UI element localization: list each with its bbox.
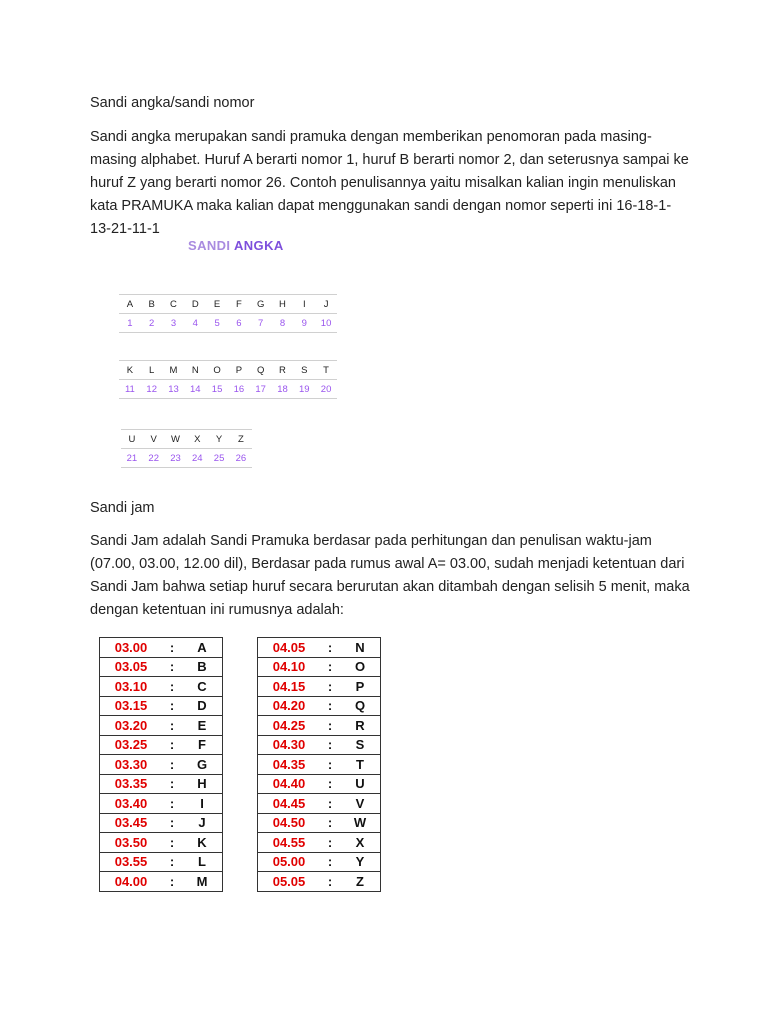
grid-letter-cell: O [206,361,228,380]
jam-row [258,696,381,716]
jam-row [100,833,223,853]
heading-sandi-jam: Sandi jam [90,500,155,516]
numbers-row [119,314,337,333]
grid-number-cell: 19 [293,380,315,399]
jam-time-cell: 03.30 [100,755,163,775]
jam-time-cell: 04.15 [258,677,321,697]
grid-number-cell: 8 [272,314,294,333]
jam-letter-cell: O [340,657,381,677]
grid-letter-cell: Q [250,361,272,380]
grid-number-cell: 5 [206,314,228,333]
jam-letter-cell: H [182,774,223,794]
grid-letter-cell: Z [230,430,252,449]
jam-row [100,852,223,872]
jam-separator-cell: : [320,638,340,658]
grid-number-cell: 9 [293,314,315,333]
grid-letter-cell: F [228,295,250,314]
jam-separator-cell: : [162,852,182,872]
jam-separator-cell: : [320,657,340,677]
jam-letter-cell: E [182,716,223,736]
jam-row [258,755,381,775]
title-word-sandi: SANDI [188,238,231,253]
jam-letter-cell: S [340,735,381,755]
jam-time-cell: 03.20 [100,716,163,736]
jam-separator-cell: : [162,794,182,814]
jam-separator-cell: : [320,716,340,736]
jam-separator-cell: : [162,833,182,853]
grid-number-cell: 4 [184,314,206,333]
grid-number-cell: 6 [228,314,250,333]
jam-time-cell: 03.50 [100,833,163,853]
grid-number-cell: 20 [315,380,337,399]
jam-time-cell: 04.45 [258,794,321,814]
grid-letter-cell: R [272,361,294,380]
grid-number-cell: 1 [119,314,141,333]
jam-row [258,677,381,697]
jam-separator-cell: : [320,696,340,716]
jam-separator-cell: : [162,735,182,755]
grid-letter-cell: K [119,361,141,380]
jam-time-cell: 03.00 [100,638,163,658]
sandi-angka-grid-row1 [119,294,337,333]
jam-row [258,872,381,892]
grid-number-cell: 14 [184,380,206,399]
sandi-angka-title [188,238,284,253]
grid-letter-cell: H [272,295,294,314]
jam-letter-cell: Z [340,872,381,892]
jam-time-cell: 03.45 [100,813,163,833]
grid-letter-cell: Y [208,430,230,449]
jam-separator-cell: : [162,716,182,736]
jam-row [100,813,223,833]
grid-letter-cell: A [119,295,141,314]
jam-letter-cell: R [340,716,381,736]
jam-row [100,774,223,794]
jam-row [100,872,223,892]
numbers-row [119,380,337,399]
jam-time-cell: 03.55 [100,852,163,872]
jam-time-cell: 04.50 [258,813,321,833]
grid-letter-cell: P [228,361,250,380]
jam-separator-cell: : [320,794,340,814]
jam-time-cell: 04.10 [258,657,321,677]
jam-time-cell: 05.00 [258,852,321,872]
jam-letter-cell: F [182,735,223,755]
jam-row [258,794,381,814]
jam-letter-cell: T [340,755,381,775]
jam-separator-cell: : [320,833,340,853]
letters-row [121,430,252,449]
jam-letter-cell: Q [340,696,381,716]
paragraph-sandi-angka: Sandi angka merupakan sandi pramuka dengan memberikan penomoran pada masing-masing alphabet. Huruf A berarti nomor 1, huruf B berarti nomor 2, dan seterusnya sampai ke huruf Z yang berarti nomor 26. Contoh penulisannya yaitu misalkan kalian ingin menuliskan kata PRAMUKA maka kalian dapat menggunakan sandi dengan nomor seperti ini 16-18-1-13-21-11-1 [90,129,689,237]
jam-time-cell: 04.25 [258,716,321,736]
grid-number-cell: 10 [315,314,337,333]
numbers-row [121,449,252,468]
grid-number-cell: 12 [141,380,163,399]
jam-row [100,677,223,697]
jam-row [100,755,223,775]
jam-time-cell: 04.00 [100,872,163,892]
grid-letter-cell: X [186,430,208,449]
letters-row [119,295,337,314]
jam-letter-cell: L [182,852,223,872]
jam-separator-cell: : [162,696,182,716]
jam-letter-cell: K [182,833,223,853]
grid-letter-cell: G [250,295,272,314]
jam-letter-cell: N [340,638,381,658]
jam-row [258,774,381,794]
jam-separator-cell: : [162,872,182,892]
jam-row [100,716,223,736]
jam-row [100,735,223,755]
grid-number-cell: 11 [119,380,141,399]
grid-number-cell: 16 [228,380,250,399]
jam-separator-cell: : [320,774,340,794]
grid-number-cell: 15 [206,380,228,399]
jam-separator-cell: : [320,677,340,697]
jam-time-cell: 03.15 [100,696,163,716]
grid-letter-cell: E [206,295,228,314]
grid-letter-cell: S [293,361,315,380]
sandi-angka-grid-row2 [119,360,337,399]
grid-number-cell: 22 [143,449,165,468]
jam-time-cell: 04.35 [258,755,321,775]
jam-row [100,638,223,658]
jam-letter-cell: C [182,677,223,697]
title-word-angka: ANGKA [233,238,284,253]
jam-separator-cell: : [320,735,340,755]
jam-row [258,638,381,658]
jam-separator-cell: : [162,677,182,697]
jam-letter-cell: G [182,755,223,775]
jam-letter-cell: W [340,813,381,833]
jam-row [100,657,223,677]
jam-row [258,716,381,736]
paragraph-sandi-jam: Sandi Jam adalah Sandi Pramuka berdasar pada perhitungan dan penulisan waktu-jam (07.00, 03.00, 12.00 dil), Berdasar pada rumus awal A= 03.00, sudah menjadi ketentuan dari Sandi Jam bahwa setiap huruf secara berurutan akan ditambah dengan selisih 5 menit, maka dengan ketentuan ini rumusnya adalah: [90,533,690,618]
jam-separator-cell: : [162,774,182,794]
grid-number-cell: 24 [186,449,208,468]
jam-time-cell: 03.40 [100,794,163,814]
grid-letter-cell: J [315,295,337,314]
jam-separator-cell: : [162,813,182,833]
jam-row [100,794,223,814]
jam-letter-cell: B [182,657,223,677]
jam-letter-cell: I [182,794,223,814]
jam-row [258,833,381,853]
grid-letter-cell: V [143,430,165,449]
jam-separator-cell: : [162,657,182,677]
grid-number-cell: 25 [208,449,230,468]
grid-letter-cell: I [293,295,315,314]
jam-row [258,852,381,872]
sandi-jam-table-right [257,637,381,892]
grid-number-cell: 7 [250,314,272,333]
grid-number-cell: 26 [230,449,252,468]
grid-number-cell: 21 [121,449,143,468]
jam-time-cell: 04.30 [258,735,321,755]
jam-time-cell: 04.05 [258,638,321,658]
grid-letter-cell: M [163,361,185,380]
jam-separator-cell: : [320,852,340,872]
jam-separator-cell: : [162,755,182,775]
grid-number-cell: 13 [163,380,185,399]
grid-number-cell: 17 [250,380,272,399]
jam-letter-cell: P [340,677,381,697]
jam-letter-cell: J [182,813,223,833]
grid-letter-cell: N [184,361,206,380]
jam-letter-cell: X [340,833,381,853]
grid-number-cell: 3 [163,314,185,333]
jam-time-cell: 03.10 [100,677,163,697]
jam-letter-cell: D [182,696,223,716]
grid-number-cell: 18 [272,380,294,399]
grid-number-cell: 23 [165,449,187,468]
sandi-jam-table-left [99,637,223,892]
letters-row [119,361,337,380]
grid-letter-cell: W [165,430,187,449]
jam-separator-cell: : [162,638,182,658]
jam-time-cell: 04.40 [258,774,321,794]
jam-letter-cell: Y [340,852,381,872]
jam-time-cell: 05.05 [258,872,321,892]
jam-row [100,696,223,716]
jam-letter-cell: A [182,638,223,658]
grid-letter-cell: C [163,295,185,314]
jam-letter-cell: M [182,872,223,892]
heading-sandi-angka: Sandi angka/sandi nomor [90,95,255,111]
jam-separator-cell: : [320,755,340,775]
jam-time-cell: 04.55 [258,833,321,853]
jam-time-cell: 03.35 [100,774,163,794]
grid-number-cell: 2 [141,314,163,333]
jam-time-cell: 03.05 [100,657,163,677]
jam-letter-cell: U [340,774,381,794]
jam-time-cell: 03.25 [100,735,163,755]
jam-row [258,813,381,833]
grid-letter-cell: U [121,430,143,449]
grid-letter-cell: L [141,361,163,380]
jam-time-cell: 04.20 [258,696,321,716]
jam-separator-cell: : [320,813,340,833]
jam-separator-cell: : [320,872,340,892]
grid-letter-cell: D [184,295,206,314]
grid-letter-cell: B [141,295,163,314]
jam-row [258,657,381,677]
jam-letter-cell: V [340,794,381,814]
grid-letter-cell: T [315,361,337,380]
jam-row [258,735,381,755]
sandi-angka-grid-row3 [121,429,252,468]
